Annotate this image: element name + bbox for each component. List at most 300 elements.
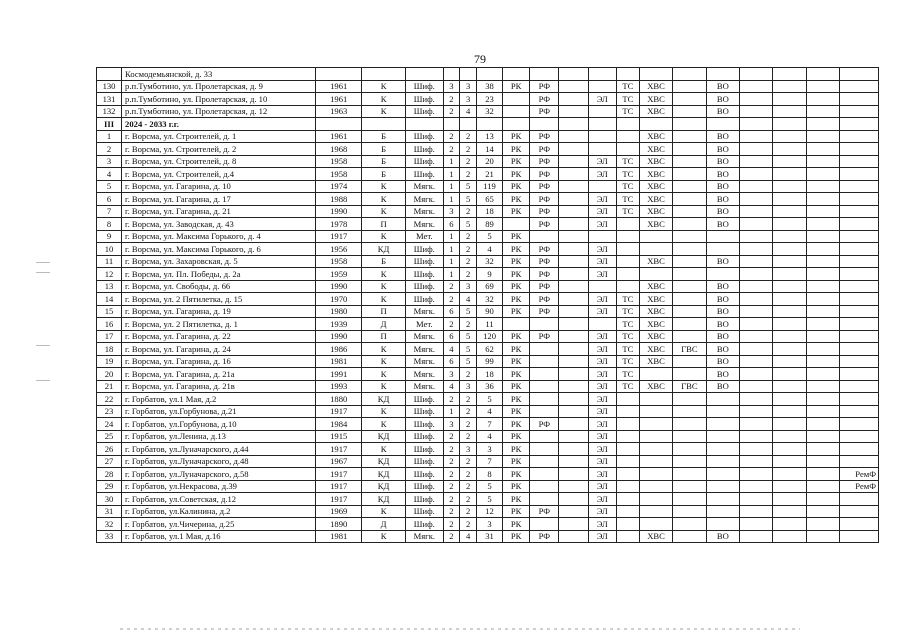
cell-c12	[840, 305, 879, 318]
cell-c1: РК	[503, 468, 530, 481]
cell-c5	[616, 393, 639, 406]
cell-addr: г. Горбатов, ул.1 Мая, д.2	[122, 393, 316, 406]
cell-c4: ЭЛ	[588, 243, 616, 256]
cell-mat: К	[362, 105, 406, 118]
cell-c8: ВО	[706, 293, 739, 306]
cell-c6	[639, 268, 672, 281]
cell-c12	[840, 493, 879, 506]
cell-floors: 1	[443, 255, 460, 268]
cell-mat: К	[362, 443, 406, 456]
cell-year: 1978	[316, 218, 362, 231]
cell-year	[316, 68, 362, 81]
table-row	[97, 93, 879, 106]
cell-roof: Шиф.	[406, 280, 444, 293]
table-row	[97, 180, 879, 193]
cell-c10	[773, 418, 806, 431]
cell-n: 13	[97, 280, 122, 293]
cell-c9	[740, 268, 773, 281]
cell-c8: ВО	[706, 530, 739, 543]
cell-c7	[673, 368, 706, 381]
cell-c5: ТС	[616, 355, 639, 368]
cell-addr: г. Горбатов, ул.Ленина, д.13	[122, 430, 316, 443]
cell-c12	[840, 405, 879, 418]
cell-c7	[673, 305, 706, 318]
cell-c2: РФ	[530, 218, 559, 231]
cell-apts: 11	[477, 318, 503, 331]
cell-c5: ТС	[616, 193, 639, 206]
cell-ent: 5	[460, 355, 477, 368]
cell-c8: ВО	[706, 368, 739, 381]
cell-apts: 4	[477, 405, 503, 418]
cell-c8: ВО	[706, 330, 739, 343]
table-row	[97, 155, 879, 168]
cell-c3	[559, 380, 588, 393]
cell-c2: РФ	[530, 418, 559, 431]
cell-c1: РК	[503, 330, 530, 343]
cell-c12	[840, 143, 879, 156]
cell-c11	[806, 293, 839, 306]
cell-ent: 2	[460, 480, 477, 493]
cell-year: 1956	[316, 243, 362, 256]
cell-c7	[673, 468, 706, 481]
cell-mat: Д	[362, 318, 406, 331]
cell-c5	[616, 130, 639, 143]
cell-c9	[740, 80, 773, 93]
cell-floors: 6	[443, 330, 460, 343]
cell-c10	[773, 130, 806, 143]
cell-year: 1980	[316, 305, 362, 318]
cell-c9	[740, 143, 773, 156]
cell-c6	[639, 493, 672, 506]
cell-c10	[773, 430, 806, 443]
cell-year: 1939	[316, 318, 362, 331]
cell-c10	[773, 330, 806, 343]
cell-c3	[559, 468, 588, 481]
cell-c8	[706, 493, 739, 506]
cell-ent: 2	[460, 155, 477, 168]
cell-c5	[616, 143, 639, 156]
cell-c4	[588, 280, 616, 293]
cell-c4	[588, 80, 616, 93]
cell-c5: ТС	[616, 330, 639, 343]
cell-c11	[806, 68, 839, 81]
cell-roof: Шиф.	[406, 143, 444, 156]
cell-addr: г. Горбатов, ул.Луначарского, д.58	[122, 468, 316, 481]
cell-floors: 3	[443, 418, 460, 431]
cell-roof: Мягк.	[406, 330, 444, 343]
cell-c8: ВО	[706, 218, 739, 231]
cell-floors: 2	[443, 318, 460, 331]
cell-apts: 62	[477, 343, 503, 356]
cell-c7	[673, 455, 706, 468]
cell-n: 32	[97, 518, 122, 531]
cell-c2	[530, 480, 559, 493]
cell-c6: ХВС	[639, 330, 672, 343]
cell-floors: 2	[443, 468, 460, 481]
cell-c6: ХВС	[639, 380, 672, 393]
cell-c4: ЭЛ	[588, 468, 616, 481]
cell-c10	[773, 193, 806, 206]
cell-roof: Шиф.	[406, 93, 444, 106]
cell-c5: ТС	[616, 368, 639, 381]
cell-c11	[806, 455, 839, 468]
cell-c4: ЭЛ	[588, 255, 616, 268]
cell-year: 1968	[316, 143, 362, 156]
cell-year: 1917	[316, 480, 362, 493]
table-row	[97, 255, 879, 268]
cell-year: 1970	[316, 293, 362, 306]
cell-c1: РК	[503, 243, 530, 256]
cell-c12	[840, 230, 879, 243]
cell-c8	[706, 230, 739, 243]
cell-addr: г. Ворсма, ул. Гагарина, д. 16	[122, 355, 316, 368]
cell-c10	[773, 343, 806, 356]
cell-c6: ХВС	[639, 105, 672, 118]
cell-mat: К	[362, 368, 406, 381]
cell-apts: 4	[477, 430, 503, 443]
cell-apts: 32	[477, 293, 503, 306]
cell-n: 1	[97, 130, 122, 143]
cell-year: 1990	[316, 280, 362, 293]
cell-c5: ТС	[616, 343, 639, 356]
cell-floors: 1	[443, 155, 460, 168]
cell-year: 1981	[316, 355, 362, 368]
cell-c7	[673, 530, 706, 543]
cell-ent: 2	[460, 243, 477, 256]
cell-year: 1963	[316, 105, 362, 118]
cell-roof: Мягк.	[406, 355, 444, 368]
cell-ent	[460, 68, 477, 81]
cell-c4: ЭЛ	[588, 405, 616, 418]
cell-apts: 99	[477, 355, 503, 368]
cell-c11	[806, 405, 839, 418]
cell-c1: РК	[503, 380, 530, 393]
cell-c9	[740, 518, 773, 531]
table-row	[97, 130, 879, 143]
cell-n: 27	[97, 455, 122, 468]
cell-c10	[773, 493, 806, 506]
cell-c7	[673, 155, 706, 168]
cell-ent: 2	[460, 468, 477, 481]
cell-c3	[559, 418, 588, 431]
cell-ent: 5	[460, 218, 477, 231]
cell-roof: Мягк.	[406, 343, 444, 356]
cell-roof: Шиф.	[406, 455, 444, 468]
cell-c5	[616, 218, 639, 231]
cell-addr: г. Ворсма, ул. Строителей, д. 1	[122, 130, 316, 143]
cell-apts: 36	[477, 380, 503, 393]
cell-c9	[740, 443, 773, 456]
cell-c11	[806, 155, 839, 168]
cell-c4: ЭЛ	[588, 205, 616, 218]
cell-addr: г. Ворсма, ул. Пл. Победы, д. 2а	[122, 268, 316, 281]
cell-n: 31	[97, 505, 122, 518]
cell-c3	[559, 280, 588, 293]
cell-c3	[559, 480, 588, 493]
cell-c9	[740, 68, 773, 81]
cell-c12	[840, 93, 879, 106]
cell-roof: Шиф.	[406, 505, 444, 518]
cell-c7: ГВС	[673, 343, 706, 356]
cell-roof: Шиф.	[406, 430, 444, 443]
cell-ent: 3	[460, 80, 477, 93]
cell-c8	[706, 118, 739, 131]
cell-roof: Мет.	[406, 230, 444, 243]
cell-c11	[806, 393, 839, 406]
cell-c11	[806, 243, 839, 256]
cell-apts: 38	[477, 80, 503, 93]
cell-year: 1974	[316, 180, 362, 193]
cell-c11	[806, 230, 839, 243]
cell-c6: ХВС	[639, 193, 672, 206]
cell-c12	[840, 193, 879, 206]
cell-c8: ВО	[706, 168, 739, 181]
cell-c8	[706, 243, 739, 256]
cell-n: 12	[97, 268, 122, 281]
cell-c1: РК	[503, 155, 530, 168]
cell-n	[97, 68, 122, 81]
cell-c8: ВО	[706, 93, 739, 106]
cell-c9	[740, 343, 773, 356]
cell-c1: РК	[503, 180, 530, 193]
cell-c3	[559, 318, 588, 331]
cell-c12	[840, 368, 879, 381]
cell-floors: 6	[443, 305, 460, 318]
cell-floors: 2	[443, 280, 460, 293]
cell-c9	[740, 455, 773, 468]
cell-c3	[559, 405, 588, 418]
cell-c10	[773, 68, 806, 81]
cell-n: 5	[97, 180, 122, 193]
cell-c7: ГВС	[673, 380, 706, 393]
cell-floors: 1	[443, 193, 460, 206]
cell-c6: ХВС	[639, 280, 672, 293]
cell-c3	[559, 505, 588, 518]
cell-c7	[673, 418, 706, 431]
table-row	[97, 430, 879, 443]
cell-ent: 2	[460, 255, 477, 268]
cell-c5	[616, 468, 639, 481]
cell-roof: Мягк.	[406, 305, 444, 318]
cell-c10	[773, 218, 806, 231]
cell-c3	[559, 230, 588, 243]
cell-c6: ХВС	[639, 168, 672, 181]
cell-year: 1917	[316, 493, 362, 506]
cell-c6: ХВС	[639, 143, 672, 156]
cell-c1: РК	[503, 293, 530, 306]
cell-c2: РФ	[530, 80, 559, 93]
cell-roof: Мет.	[406, 318, 444, 331]
cell-c12	[840, 293, 879, 306]
cell-roof: Шиф.	[406, 255, 444, 268]
cell-c1: РК	[503, 518, 530, 531]
cell-c4	[588, 130, 616, 143]
cell-c11	[806, 305, 839, 318]
table-row	[97, 318, 879, 331]
cell-addr: г. Ворсма, ул. Максима Горького, д. 6	[122, 243, 316, 256]
cell-c6: ХВС	[639, 355, 672, 368]
cell-roof	[406, 68, 444, 81]
cell-c12	[840, 443, 879, 456]
cell-c9	[740, 405, 773, 418]
cell-c8: ВО	[706, 180, 739, 193]
cell-year: 1984	[316, 418, 362, 431]
table-row	[97, 305, 879, 318]
cell-c2: РФ	[530, 505, 559, 518]
cell-c11	[806, 443, 839, 456]
cell-roof: Мягк.	[406, 218, 444, 231]
cell-ent: 3	[460, 93, 477, 106]
cell-c11	[806, 168, 839, 181]
cell-c3	[559, 68, 588, 81]
cell-addr: р.п.Тумботино, ул. Пролетарская, д. 9	[122, 80, 316, 93]
cell-c9	[740, 355, 773, 368]
cell-c4: ЭЛ	[588, 443, 616, 456]
cell-c11	[806, 530, 839, 543]
cell-c10	[773, 105, 806, 118]
cell-c9	[740, 255, 773, 268]
cell-c1: РК	[503, 280, 530, 293]
cell-addr: г. Ворсма, ул. Гагарина, д. 17	[122, 193, 316, 206]
cell-c9	[740, 155, 773, 168]
cell-c5: ТС	[616, 168, 639, 181]
cell-c3	[559, 168, 588, 181]
cell-addr: г. Горбатов, ул.Луначарского, д.44	[122, 443, 316, 456]
cell-floors	[443, 118, 460, 131]
cell-c3	[559, 455, 588, 468]
cell-c6	[639, 430, 672, 443]
cell-c5	[616, 68, 639, 81]
cell-c7	[673, 193, 706, 206]
cell-c7	[673, 518, 706, 531]
cell-ent: 2	[460, 393, 477, 406]
cell-mat: П	[362, 305, 406, 318]
cell-c11	[806, 80, 839, 93]
cell-c1: РК	[503, 505, 530, 518]
cell-ent: 2	[460, 318, 477, 331]
cell-year: 1991	[316, 368, 362, 381]
cell-roof: Шиф.	[406, 418, 444, 431]
cell-c11	[806, 480, 839, 493]
cell-ent: 2	[460, 143, 477, 156]
cell-year: 1958	[316, 255, 362, 268]
cell-c7	[673, 318, 706, 331]
cell-c3	[559, 218, 588, 231]
cell-c9	[740, 480, 773, 493]
cell-c5	[616, 493, 639, 506]
cell-c8	[706, 455, 739, 468]
table-row	[97, 468, 879, 481]
cell-addr: г. Горбатов, ул.Чичерина, д.25	[122, 518, 316, 531]
cell-c5: ТС	[616, 155, 639, 168]
cell-c3	[559, 355, 588, 368]
cell-year: 1890	[316, 518, 362, 531]
table-row	[97, 205, 879, 218]
cell-addr: г. Ворсма, ул. Гагарина, д. 21	[122, 205, 316, 218]
cell-c8	[706, 393, 739, 406]
cell-c5: ТС	[616, 180, 639, 193]
table-row	[97, 280, 879, 293]
cell-c11	[806, 118, 839, 131]
cell-n: 8	[97, 218, 122, 231]
cell-mat: К	[362, 505, 406, 518]
cell-c3	[559, 143, 588, 156]
cell-c9	[740, 93, 773, 106]
cell-c6	[639, 230, 672, 243]
cell-c10	[773, 530, 806, 543]
cell-c3	[559, 205, 588, 218]
cell-roof: Шиф.	[406, 168, 444, 181]
cell-roof: Шиф.	[406, 130, 444, 143]
cell-apts	[477, 118, 503, 131]
cell-c6	[639, 393, 672, 406]
cell-addr: г. Горбатов, ул.Калинина, д.2	[122, 505, 316, 518]
cell-c11	[806, 268, 839, 281]
cell-roof: Мягк.	[406, 180, 444, 193]
cell-mat: К	[362, 380, 406, 393]
cell-c4	[588, 180, 616, 193]
cell-year: 1986	[316, 343, 362, 356]
cell-floors: 2	[443, 430, 460, 443]
cell-c5: ТС	[616, 318, 639, 331]
cell-addr: р.п.Тумботино, ул. Пролетарская, д. 12	[122, 105, 316, 118]
cell-addr: г. Ворсма, ул. Строителей, д.4	[122, 168, 316, 181]
cell-c1: РК	[503, 368, 530, 381]
cell-c6: ХВС	[639, 180, 672, 193]
cell-apts: 9	[477, 268, 503, 281]
table-row	[97, 343, 879, 356]
cell-c7	[673, 505, 706, 518]
cell-year: 1880	[316, 393, 362, 406]
table-row	[97, 293, 879, 306]
cell-c1: РК	[503, 205, 530, 218]
cell-c7	[673, 230, 706, 243]
cell-c12	[840, 280, 879, 293]
cell-c9	[740, 205, 773, 218]
cell-year: 1981	[316, 530, 362, 543]
cell-c10	[773, 505, 806, 518]
margin-mark	[36, 272, 50, 273]
cell-c8: ВО	[706, 255, 739, 268]
cell-c11	[806, 368, 839, 381]
cell-mat: К	[362, 93, 406, 106]
cell-c3	[559, 80, 588, 93]
cell-mat: П	[362, 330, 406, 343]
cell-c4	[588, 68, 616, 81]
cell-c4: ЭЛ	[588, 380, 616, 393]
cell-c10	[773, 243, 806, 256]
cell-c2: РФ	[530, 130, 559, 143]
cell-c1: РК	[503, 418, 530, 431]
cell-c4: ЭЛ	[588, 218, 616, 231]
cell-c7	[673, 493, 706, 506]
cell-c9	[740, 368, 773, 381]
cell-c4: ЭЛ	[588, 168, 616, 181]
cell-floors: 4	[443, 343, 460, 356]
cell-c6	[639, 468, 672, 481]
table-row	[97, 418, 879, 431]
cell-c12	[840, 105, 879, 118]
cell-c9	[740, 130, 773, 143]
cell-n: 132	[97, 105, 122, 118]
cell-c2: РФ	[530, 293, 559, 306]
cell-mat: Д	[362, 518, 406, 531]
cell-c4: ЭЛ	[588, 430, 616, 443]
table-row	[97, 268, 879, 281]
cell-n: 23	[97, 405, 122, 418]
cell-c4	[588, 118, 616, 131]
cell-c8: ВО	[706, 343, 739, 356]
